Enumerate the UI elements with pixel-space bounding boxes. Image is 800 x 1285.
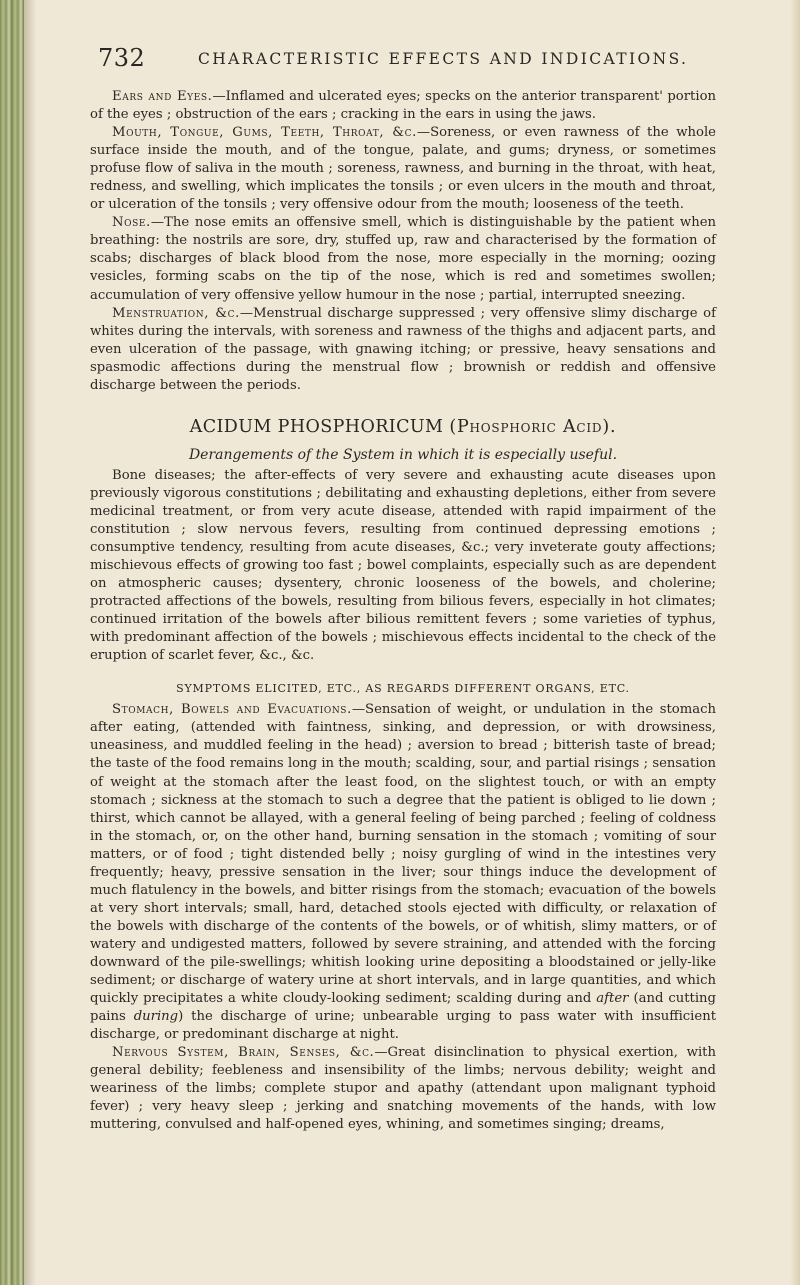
paragraph-intro: Bone diseases; the after-effects of very severe and exhausting acute diseases upon previously vigorous constitutions ; debilitating and exhausting depletions, either from severe medicinal treatment, or from very acute disease, attended with rapid impairment of the constitution ; slow nervous fevers, resulting from continued depressing emotions ; consumptive tendency, resulting from acute diseases, &c.; very inveterate gouty affections; mischievous effects of growing too fast ; bowel complaints, especially such as are dependent on atmospheric causes; dysentery, chronic looseness of the bowels, and cholerine; protracted affections of the bowels, resulting from bilious fevers, especially in hot climates; continued irritation of the bowels after bilious remittent fevers ; some varieties of typhus, with predominant affection of the bowels ; mischievous effects incidental to the check of the eruption of scarlet fever, &c., &c. [90, 467, 716, 664]
book-page [90, 44, 716, 1134]
paragraph-text: —Sensation of weight, or undulation in the stomach after eating, (attended with faintness, sinking, and depression, or with drowsiness, uneasiness, and muddled feeling in the head) ; aversion to bread ; bitterish taste of bread; the taste of the food remains long in the mouth; scalding, sour, and partial risings ; sensation of weight at the stomach after the least food, on the slightest touch, or with an empty stomach ; sickness at the stomach to such a degree that the patient is obliged to lie down ; thirst, which cannot be allayed, with a general feeling of being parched ; feeling of coldness in the stomach, or, on the other hand, burning sensation in the stomach ; vomiting of sour matters, or of food ; tight distended belly ; noisy gurgling of wind in the intestines very frequently; heavy, pressive sensation in the liver; sour things induce the development of much flatulency in the bowels, and bitter risings from the stomach; evacuation of the bowels at very short intervals; small, hard, detached stools ejected with difficulty, or relaxation of the bowels with discharge of the contents of the bowels, or of whitish, slimy matters, or of watery and undigested matters, followed by severe straining, and attended with the forcing downward of the pile-swellings; whitish looking urine depositing a bloodstained or jelly-like sediment; or discharge of watery urine at short intervals, and in large quantities, and which quickly precipitates a white cloudy-looking sediment; scalding during and [90, 702, 716, 1007]
paragraph-label: Menstruation, &c. [112, 305, 240, 321]
book-binding-edge [0, 0, 24, 1285]
italic-word: during [133, 1009, 179, 1025]
paragraph-label: Stomach, Bowels and Evacuations. [112, 702, 352, 718]
running-title: CHARACTERISTIC EFFECTS AND INDICATIONS. [198, 50, 689, 68]
paragraph-text: —Soreness, or even rawness of the whole surface inside the mouth, and of the tongue, palate, and gums; dryness, or sometimes profuse flow of saliva in the mouth ; soreness, rawness, and burning in the throat, with heat, redness, and swelling, which implicates the tonsils ; or even ulcers in the mouth and throat, or ulceration of the tonsils ; very offensive odour from the mouth; looseness of the teeth. [90, 125, 716, 213]
symptoms-heading: SYMPTOMS ELICITED, ETC., AS REGARDS DIFFERENT ORGANS, ETC. [176, 682, 630, 696]
paragraph-label: Nervous System, Brain, Senses, &c. [112, 1045, 375, 1061]
page-edge-shadow [790, 0, 800, 1285]
section-title [90, 417, 716, 437]
paragraph-text: —Inflamed and ulcerated eyes; specks on the anterior transparent' portion of the eyes ; obstruction of the ears ; cracking in the ears in using the jaws. [90, 89, 716, 123]
paragraph-text: —Great disinclination to physical exertion, with general debility; feebleness and insensibility of the limbs; nervous debility; weight and weariness of the limbs; complete stupor and apathy (attendant upon malignant typhoid fever) ; very heavy sleep ; jerking and snatching movements of the hands, with low muttering, convulsed and half-opened eyes, whining, and sometimes singing; dreams, [90, 1045, 716, 1133]
paragraph-nervous [90, 1044, 716, 1134]
paragraph-text: —Menstrual discharge suppressed ; very offensive slimy discharge of whites during the intervals, with soreness and rawness of the thighs and adjacent parts, and even ulceration of the passage, with gnawing itching; or pressive, heavy sensations and spasmodic affections during the menstrual flow ; brownish or reddish and offensive discharge between the periods. [90, 305, 716, 393]
paragraph-ears-eyes [90, 88, 716, 124]
section-subtitle: Derangements of the System in which it is especially useful. [188, 446, 618, 463]
italic-word: after [596, 991, 629, 1007]
paragraph-label: Mouth, Tongue, Gums, Teeth, Throat, &c. [112, 125, 417, 141]
paragraph-menstruation [90, 305, 716, 395]
paragraph-label: Nose. [112, 215, 151, 231]
section-title-main: ACIDUM PHOSPHORICUM [189, 416, 444, 437]
paragraph-text: ) the discharge of urine; unbearable urging to pass water with insufficient discharge, or predominant discharge at night. [90, 1009, 716, 1043]
paragraph-stomach [90, 701, 716, 1044]
paragraph-nose [90, 214, 716, 304]
section-title-paren: (Phosphoric Acid). [449, 416, 617, 437]
paragraph-text: —The nose emits an offensive smell, which is distinguishable by the patient when breathing: the nostrils are sore, dry, stuffed up, raw and characterised by the formation of scabs; discharges of black blood from the nose, more especially in the morning; oozing vesicles, forming scabs on the tip of the nose, which is red and sometimes swollen; accumulation of very offensive yellow humour in the nose ; partial, interrupted sneezing. [90, 215, 716, 303]
paragraph-label: Ears and Eyes. [112, 89, 213, 104]
paragraph-mouth [90, 124, 716, 214]
page-number: 732 [98, 44, 146, 72]
symptom-paragraphs-top [90, 88, 716, 395]
running-head [90, 44, 716, 80]
paragraph-text: (and cutting pains [90, 991, 716, 1025]
